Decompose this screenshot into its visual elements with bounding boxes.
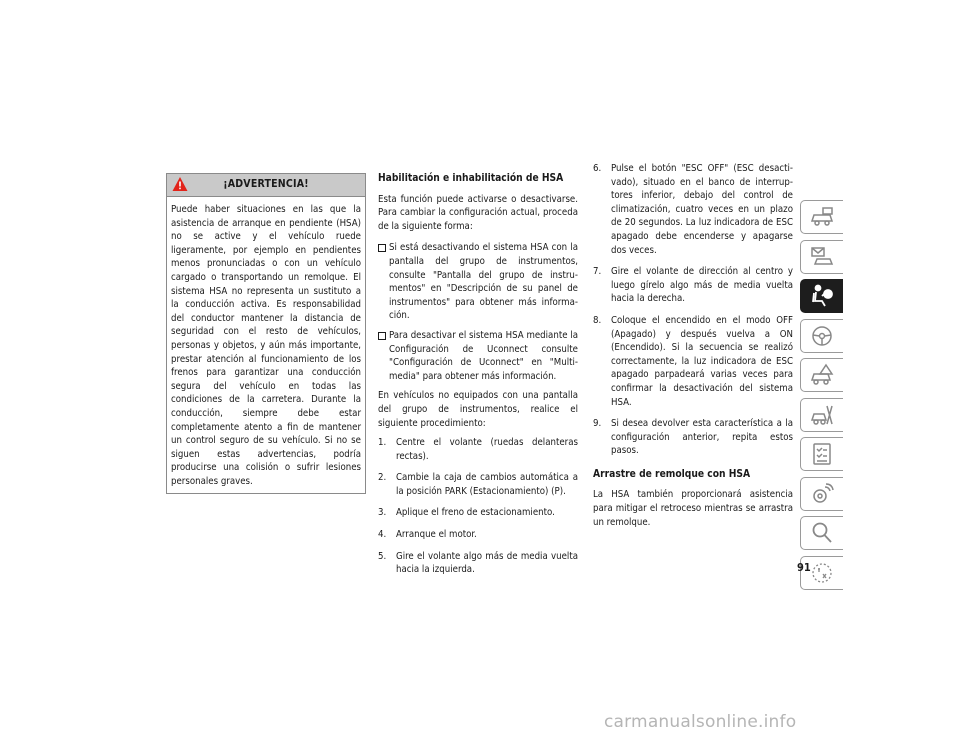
- section-heading-hsa: Habilitación e inhabilitación de HSA: [378, 173, 564, 184]
- tab-emergency[interactable]: [800, 358, 843, 392]
- tab-service[interactable]: [800, 398, 843, 432]
- step-item: 4. Arranque el motor.: [378, 529, 477, 541]
- step-item: 8. Coloque el encendido en el modo OFF (Apagado) y después vuelva a ON (Encendido). Si la secuencia se realizó correctamente, la luz indicadora de ESC apagado parpadeará varias veces para confirmar la desactivación del sistema HSA.: [593, 314, 793, 408]
- warning-box: [166, 173, 366, 494]
- intro-paragraph: Esta función puede activarse o desactivarse. Para cambiar la configuración actual, proceda de la siguiente forma:: [378, 193, 578, 232]
- tab-starting-driving[interactable]: [800, 319, 843, 353]
- warning-header: [167, 174, 365, 197]
- step-item: 6. Pulse el botón "ESC OFF" (ESC desacti-vado), situado en el banco de interrup-tores inferior, debajo del control de climatización, cuatro veces en un plazo de 20 segundos. La luz indicadora de ESC apagado debe encenderse y apagarse dos veces.: [593, 163, 793, 256]
- magnifier-icon: [809, 520, 835, 546]
- steering-wheel-icon: [809, 323, 835, 349]
- tab-index[interactable]: [800, 516, 843, 550]
- tab-dashboard[interactable]: [800, 200, 843, 234]
- bullet-item: Si está desactivando el sistema HSA con la pantalla del grupo de instrumentos, consulte "Pantalla del grupo de instru-mentos" en "Descripción de su panel de instrumentos" para obtener más informa-ción.: [378, 241, 578, 323]
- radio-satellite-icon: [809, 481, 835, 507]
- step-item: 5. Gire el volante algo más de media vuelta hacia la izquierda.: [378, 550, 578, 576]
- column-middle: [378, 172, 578, 585]
- checkbox-bullet-icon: [378, 332, 386, 340]
- car-warning-icon: [809, 362, 835, 388]
- checkbox-bullet-icon: [378, 244, 386, 252]
- step-item: 3. Aplique el freno de estacionamiento.: [378, 507, 555, 519]
- tab-specifications[interactable]: [800, 437, 843, 471]
- chapter-tabs: [800, 200, 844, 595]
- step-item: 2. Cambie la caja de cambios automática a la posición PARK (Estacionamiento) (P).: [378, 472, 578, 497]
- car-dashboard-icon: [809, 204, 835, 230]
- tab-multimedia[interactable]: [800, 477, 843, 511]
- step-item: 9. Si desea devolver esta característica a la configuración anterior, repita estos pasos.: [593, 418, 793, 457]
- car-envelope-icon: [809, 244, 835, 270]
- tab-safety[interactable]: [800, 279, 843, 313]
- page-number: 91: [797, 561, 811, 574]
- trailer-paragraph: La HSA también proporcionará asistencia para mitigar el retroceso mientras se arrastra un remolque.: [593, 489, 793, 528]
- language-icon: [809, 560, 835, 586]
- step-item: 7. Gire el volante de dirección al centro y luego gírelo algo más de media vuelta hacia la derecha.: [593, 266, 793, 305]
- step-item: 1. Centre el volante (ruedas delanteras rectas).: [378, 437, 578, 462]
- checklist-icon: [809, 441, 835, 467]
- section-heading-trailer: Arrastre de remolque con HSA: [593, 468, 751, 480]
- column-right: [593, 162, 793, 529]
- warning-text: Puede haber situaciones en las que la asistencia de arranque en pendiente (HSA) no se active y el vehículo ruede ligeramente, por ejemplo en pendientes menos pronunciadas o con un vehículo cargado o transportando un remolque. El sistema HSA no representa un sustituto a la conducción activa. Es responsabilidad del conductor mantener la distancia de seguridad con el resto de vehículos, personas y objetos, y aún más importante, prestar atención al funcionamiento de los frenos para garantizar una conducción segura del vehículo en todas las condiciones de la carretera. Durante la conducción, siempre debe estar completamente atento a fin de mantener un control seguro de su vehículo. Si no se siguen estas advertencias, podría producirse una colisión o sufrir lesiones personales graves.: [171, 204, 361, 487]
- bullet-item: Para desactivar el sistema HSA mediante la Configuración de Uconnect consulte "Configuración de Uconnect" en "Multi-media" para obtener más información.: [378, 329, 578, 383]
- watermark-text: carmanualsonline.info: [604, 712, 797, 732]
- warning-title: ¡ADVERTENCIA!: [223, 178, 309, 190]
- car-tools-icon: [809, 402, 835, 428]
- procedure-paragraph: En vehículos no equipados con una pantalla del grupo de instrumentos, realice el siguiente procedimiento:: [378, 390, 578, 429]
- seat-airbag-icon: [809, 283, 835, 309]
- tab-getting-started[interactable]: [800, 240, 843, 274]
